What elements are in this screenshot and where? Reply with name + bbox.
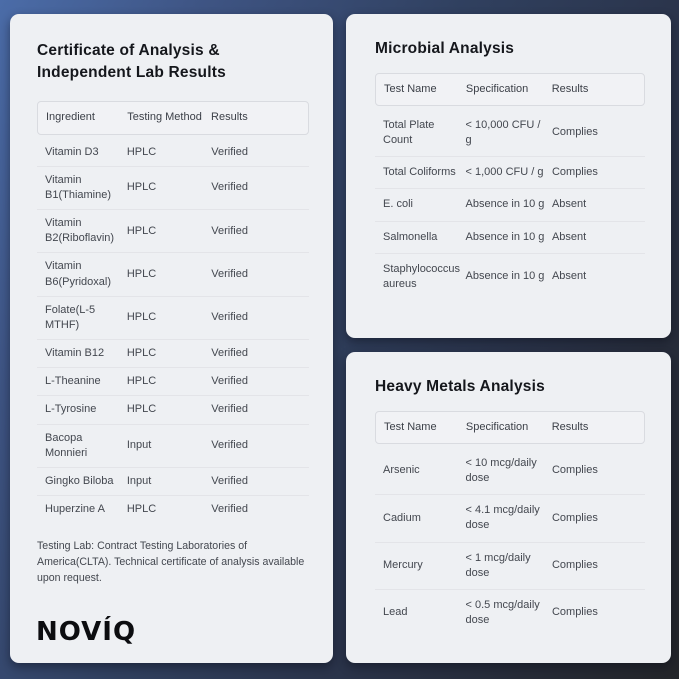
certificate-title: Certificate of Analysis & Independent Lab Results	[37, 42, 226, 81]
table-cell: < 10,000 CFU / g	[465, 118, 541, 147]
table-cell: Huperzine A	[45, 503, 105, 516]
table-cell: Verified	[211, 267, 248, 280]
table-row	[37, 210, 309, 253]
column-header: Ingredient	[46, 111, 95, 124]
table-row	[37, 496, 309, 523]
column-header: Testing Method	[127, 111, 202, 124]
table-cell: Vitamin B12	[45, 347, 105, 360]
microbial-table	[375, 73, 645, 300]
table-row	[375, 189, 645, 221]
table-row	[37, 297, 309, 340]
table-row	[37, 468, 309, 496]
table-row	[37, 368, 309, 396]
table-cell: Absent	[551, 230, 587, 243]
heavy-metals-title: Heavy Metals Analysis	[375, 378, 545, 395]
table-cell: Verified	[211, 375, 248, 388]
table-cell: HPLC	[126, 311, 157, 324]
table-cell: Verified	[211, 403, 248, 416]
table-cell: Vitamin B6(Pyridoxal)	[45, 260, 112, 288]
table-cell: Verified	[211, 474, 248, 487]
table-cell: E. coli	[383, 198, 413, 211]
table-cell: HPLC	[126, 347, 157, 360]
table-cell: < 1,000 CFU / g	[465, 166, 544, 179]
table-cell: Vitamin B2(Riboflavin)	[45, 217, 115, 245]
microbial-panel	[346, 14, 671, 338]
table-row	[375, 157, 645, 189]
table-cell: HPLC	[126, 403, 157, 416]
heavy-metals-panel	[346, 352, 671, 663]
table-cell: Mercury	[383, 559, 423, 572]
table-cell: Folate(L-5 MTHF)	[45, 303, 96, 331]
table-cell: HPLC	[126, 375, 157, 388]
table-row	[375, 543, 645, 590]
brand-logo: NOVÍQ	[36, 617, 137, 647]
table-cell: Absence in 10 g	[465, 198, 545, 211]
table-cell: Vitamin D3	[45, 145, 99, 158]
table-cell: L-Theanine	[45, 375, 101, 388]
table-cell: Complies	[551, 606, 598, 619]
microbial-title: Microbial Analysis	[375, 40, 515, 57]
table-cell: Absent	[551, 198, 587, 211]
table-cell: Input	[126, 474, 152, 487]
table-cell: Lead	[383, 606, 408, 619]
table-cell: Verified	[211, 503, 248, 516]
table-cell: Input	[126, 439, 152, 452]
table-cell: Salmonella	[383, 230, 438, 243]
table-cell: Complies	[551, 511, 598, 524]
table-row	[375, 110, 645, 157]
table-row	[37, 253, 309, 296]
table-cell: Complies	[551, 559, 598, 572]
column-header: Test Name	[384, 420, 437, 433]
table-cell: Verified	[211, 439, 248, 452]
table-cell: < 4.1 mcg/daily dose	[465, 504, 540, 532]
table-cell: Complies	[551, 166, 598, 179]
table-row	[37, 167, 309, 210]
table-row	[37, 396, 309, 424]
table-cell: Total Coliforms	[383, 166, 456, 179]
table-cell: Arsenic	[383, 464, 420, 477]
table-cell: Absence in 10 g	[465, 230, 545, 243]
table-cell: Vitamin B1(Thiamine)	[45, 173, 112, 201]
table-header-row	[37, 101, 309, 134]
ingredient-table	[37, 101, 309, 523]
table-cell: L-Tyrosine	[45, 403, 97, 416]
table-row	[375, 222, 645, 254]
table-cell: Complies	[551, 464, 598, 477]
table-cell: HPLC	[126, 224, 157, 237]
heavy-metals-table	[375, 411, 645, 637]
column-header: Results	[551, 82, 589, 95]
table-cell: Verified	[211, 181, 248, 194]
table-row	[375, 254, 645, 300]
table-cell: Total Plate Count	[383, 118, 435, 147]
column-header: Test Name	[384, 82, 437, 95]
table-cell: Gingko Biloba	[45, 474, 114, 487]
table-cell: Absence in 10 g	[465, 270, 545, 283]
table-cell: < 10 mcg/daily dose	[465, 456, 537, 485]
table-cell: HPLC	[126, 503, 157, 516]
table-cell: Complies	[551, 126, 598, 139]
table-cell: HPLC	[126, 267, 157, 280]
table-row	[37, 139, 309, 167]
table-row	[375, 590, 645, 636]
table-cell: Cadium	[383, 511, 421, 524]
column-header: Specification	[465, 82, 529, 95]
column-header: Results	[551, 420, 589, 433]
table-cell: Verified	[211, 224, 248, 237]
table-cell: HPLC	[126, 181, 157, 194]
table-cell: HPLC	[126, 145, 157, 158]
table-cell: Bacopa Monnieri	[45, 431, 88, 459]
certificate-panel	[10, 14, 333, 663]
table-row	[37, 340, 309, 368]
table-cell: < 0.5 mcg/daily dose	[465, 598, 540, 627]
table-row	[375, 448, 645, 495]
table-cell: < 1 mcg/daily dose	[465, 551, 531, 579]
column-header: Specification	[465, 420, 529, 433]
testing-lab-note: Testing Lab: Contract Testing Laboratories of America(CLTA). Technical certificate of analysis available upon request.	[37, 540, 305, 585]
column-header: Results	[211, 111, 248, 124]
table-cell: Verified	[211, 311, 248, 324]
table-row	[375, 495, 645, 542]
table-header-row	[375, 411, 645, 444]
table-header-row	[375, 73, 645, 106]
table-cell: Verified	[211, 347, 248, 360]
table-cell: Staphylococcus aureus	[383, 262, 461, 290]
table-cell: Absent	[551, 270, 587, 283]
table-cell: Verified	[211, 145, 248, 158]
table-row	[37, 425, 309, 468]
